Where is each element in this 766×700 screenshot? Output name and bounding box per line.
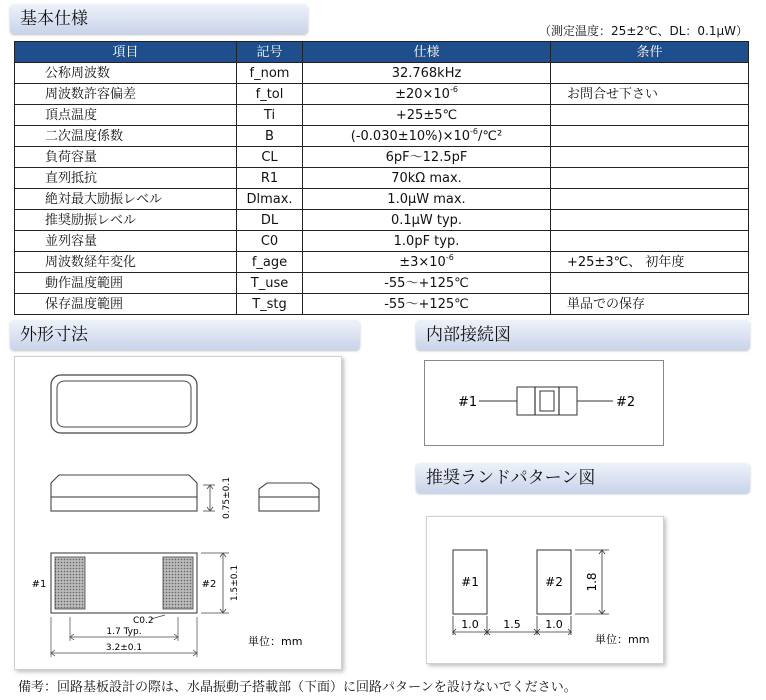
land-pattern-panel xyxy=(426,516,664,664)
land-unit-label: 単位：mm xyxy=(595,633,650,646)
row-symbol: f_tol xyxy=(237,84,303,105)
spec-value: 0.1μW typ. xyxy=(390,212,463,228)
table-row xyxy=(15,189,749,210)
row-item: 公称周波数 xyxy=(15,63,237,84)
table-row xyxy=(15,147,749,168)
row-condition xyxy=(551,147,749,168)
row-spec xyxy=(303,105,551,126)
row-spec xyxy=(303,84,551,105)
row-item: 推奨励振レベル xyxy=(15,210,237,231)
row-symbol: T_stg xyxy=(237,294,303,315)
spec-exponent: -6 xyxy=(470,126,479,136)
row-spec xyxy=(303,210,551,231)
row-symbol: T_use xyxy=(237,273,303,294)
pad-gap-label: 1.5 xyxy=(503,618,521,631)
row-item: 直列抵抗 xyxy=(15,168,237,189)
internal-pin-2: #2 xyxy=(616,395,636,410)
dimensions-header: 外形寸法 xyxy=(10,320,360,350)
unit-label: 単位：mm xyxy=(248,635,303,648)
header-spec: 仕様 xyxy=(303,42,551,63)
header-symbol: 記号 xyxy=(237,42,303,63)
pad-height-label: 1.8 xyxy=(585,572,599,592)
spec-value: ±20×10 xyxy=(395,86,450,102)
crystal-top-inner xyxy=(57,381,191,427)
table-row xyxy=(15,231,749,252)
spec-value: 1.0pF typ. xyxy=(393,233,460,249)
row-condition xyxy=(551,105,749,126)
spec-value: -55～+125℃ xyxy=(384,275,469,291)
height-dimension: 0.75±0.1 xyxy=(222,477,232,519)
spec-exponent: -6 xyxy=(449,84,458,94)
row-symbol: C0 xyxy=(237,231,303,252)
electrode-pad-2 xyxy=(163,557,193,609)
row-symbol: f_age xyxy=(237,252,303,273)
spec-value: 1.0μW max. xyxy=(387,191,466,207)
footnote: 備考：回路基板設計の際は、水晶振動子搭載部（下面）に回路パターンを設けないでください。 xyxy=(18,680,577,695)
basic-spec-header: 基本仕様 xyxy=(10,4,308,34)
width-dimension: 1.5±0.1 xyxy=(230,564,240,602)
row-symbol: f_nom xyxy=(237,63,303,84)
spec-table xyxy=(14,41,749,315)
spec-value: ±3×10 xyxy=(399,254,446,270)
pin-2-label: #2 xyxy=(201,579,217,590)
pad-width-2-label: 1.0 xyxy=(545,618,563,631)
internal-pin-1: #1 xyxy=(458,395,478,410)
spec-value: -55～+125℃ xyxy=(384,296,469,312)
spec-value: (-0.030±10%)×10 xyxy=(350,128,471,144)
row-symbol: CL xyxy=(237,147,303,168)
row-item: 保存温度範囲 xyxy=(15,294,237,315)
row-condition xyxy=(551,63,749,84)
pitch-label: 1.7 Typ. xyxy=(106,627,142,637)
internal-connection-diagram xyxy=(425,361,663,445)
table-row xyxy=(15,126,749,147)
row-spec xyxy=(303,252,551,273)
row-item: 二次温度係数 xyxy=(15,126,237,147)
dimension-drawing xyxy=(15,357,341,669)
pin-1-label: #1 xyxy=(31,579,47,590)
pad-width-1-label: 1.0 xyxy=(461,618,479,631)
row-symbol: Ti xyxy=(237,105,303,126)
row-spec xyxy=(303,189,551,210)
row-item: 周波数許容偏差 xyxy=(15,84,237,105)
row-item: 動作温度範囲 xyxy=(15,273,237,294)
internal-connection-header: 内部接続図 xyxy=(416,320,750,350)
row-item: 周波数経年変化 xyxy=(15,252,237,273)
row-condition xyxy=(551,126,749,147)
row-spec xyxy=(303,147,551,168)
table-row xyxy=(15,168,749,189)
table-header-row xyxy=(15,42,749,63)
table-row xyxy=(15,210,749,231)
row-spec xyxy=(303,273,551,294)
row-condition xyxy=(551,210,749,231)
row-condition xyxy=(551,168,749,189)
row-condition: +25±3℃、 初年度 xyxy=(551,252,749,273)
header-item: 項目 xyxy=(15,42,237,63)
row-spec xyxy=(303,231,551,252)
spec-value: 6pF～12.5pF xyxy=(385,149,468,165)
table-row xyxy=(15,294,749,315)
row-symbol: DL xyxy=(237,210,303,231)
dimension-drawing-panel xyxy=(14,356,342,670)
table-row xyxy=(15,252,749,273)
header-condition: 条件 xyxy=(551,42,749,63)
row-symbol: B xyxy=(237,126,303,147)
row-condition xyxy=(551,273,749,294)
length-label: 3.2±0.1 xyxy=(105,643,143,653)
table-row xyxy=(15,273,749,294)
row-spec xyxy=(303,126,551,147)
row-symbol: Dlmax. xyxy=(237,189,303,210)
crystal-end-view xyxy=(259,483,319,497)
row-condition: 単品での保存 xyxy=(551,294,749,315)
crystal-side-view xyxy=(51,475,197,497)
electrode-pad-1 xyxy=(55,557,85,609)
measure-condition: （測定温度：25±2℃、DL：0.1μW） xyxy=(539,24,748,38)
row-condition xyxy=(551,189,749,210)
row-item: 負荷容量 xyxy=(15,147,237,168)
row-item: 頂点温度 xyxy=(15,105,237,126)
row-item: 並列容量 xyxy=(15,231,237,252)
land-pattern-diagram xyxy=(427,517,663,663)
land-pattern-header: 推奨ランドパターン図 xyxy=(416,463,750,493)
table-row xyxy=(15,84,749,105)
row-spec xyxy=(303,168,551,189)
row-condition xyxy=(551,231,749,252)
spec-unit: /℃² xyxy=(478,128,503,144)
land-pad-1-label: #1 xyxy=(461,575,479,589)
row-spec xyxy=(303,63,551,84)
spec-value: +25±5℃ xyxy=(395,107,458,123)
table-row xyxy=(15,63,749,84)
spec-value: 32.768kHz xyxy=(391,65,462,81)
chamfer-label: C0.2 xyxy=(133,616,154,626)
spec-exponent: -6 xyxy=(445,252,454,262)
row-item: 絶対最大励振レベル xyxy=(15,189,237,210)
land-pad-2-label: #2 xyxy=(545,575,563,589)
row-symbol: R1 xyxy=(237,168,303,189)
crystal-side-base xyxy=(51,497,197,511)
table-row xyxy=(15,105,749,126)
row-condition: お問合せ下さい xyxy=(551,84,749,105)
row-spec xyxy=(303,294,551,315)
internal-connection-panel xyxy=(424,360,664,446)
spec-value: 70kΩ max. xyxy=(391,170,462,186)
